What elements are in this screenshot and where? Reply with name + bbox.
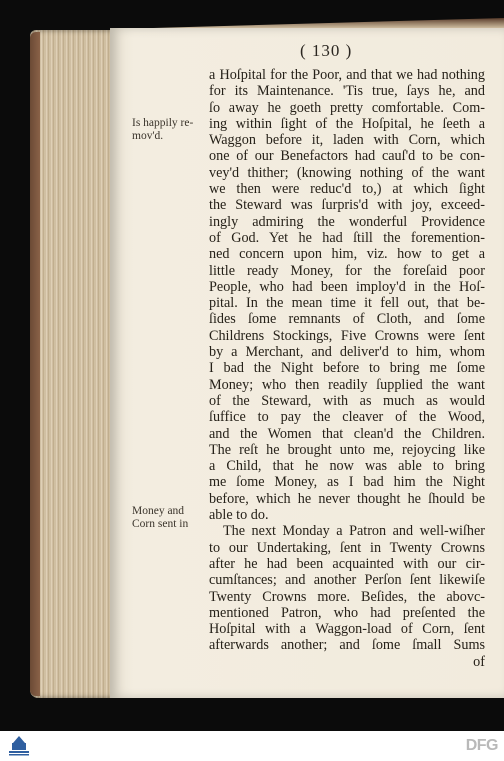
text-line: I bad the Night before to bring me ſome xyxy=(209,360,485,377)
text-line: afterwards another; and ſome ſmall Sums xyxy=(209,637,485,654)
text-line: Hoſpital with a Waggon-load of Corn, ſent xyxy=(209,621,485,638)
text-line: of xyxy=(473,653,485,670)
text-line: vey'd thither; (knowing nothing of the want xyxy=(209,164,485,181)
text-line: Twenty Crowns more. Beſides, the abovc- xyxy=(209,588,485,605)
text-line: pital. In the mean time it fell out, that be- xyxy=(209,295,485,312)
text-line: ſides ſome remnants of Cloth, and ſome xyxy=(209,311,485,328)
margin-note-3: Money and xyxy=(132,505,185,517)
text-line: ſuffice to pay the cleaver of the Wood, xyxy=(209,409,485,426)
text-line: mentioned Patron, who had preſented the xyxy=(209,604,485,621)
text-line: Waggon before it, laden with Corn, which xyxy=(209,132,485,149)
text-line: me ſome Money, as I bad him the Night xyxy=(209,474,485,491)
text-line: little ready Money, for the foreſaid poor xyxy=(209,262,485,279)
text-line: we then were reduc'd to,) at which ſight xyxy=(209,181,485,198)
text-line: ned concern upon him, viz. how to get a xyxy=(209,246,485,263)
text-line: People, who had been imploy'd in the Hoſ- xyxy=(209,278,485,295)
text-line: ſo away he goeth pretty comfortable. Com- xyxy=(209,99,485,116)
text-line: after he had been acquainted with our cir- xyxy=(209,555,485,572)
text-line: ing within ſight of the Hoſpital, he ſeeth a xyxy=(209,115,485,132)
text-line: The reſt he brought unto me, rejoycing like xyxy=(209,441,485,458)
text-line: and the Women that clean'd the Children. xyxy=(209,425,485,442)
text-line: able to do. xyxy=(209,507,269,524)
text-line: The next Monday a Patron and well-wiſher xyxy=(223,523,485,540)
text-line: before, which he never thought he ſhould be xyxy=(209,490,485,507)
text-line: to our Undertaking, ſent in Twenty Crowns xyxy=(209,539,485,556)
text-line: Childrens Stockings, Five Crowns were ſent xyxy=(209,327,485,344)
body-text xyxy=(209,67,485,670)
text-line: a Child, that he now was able to bring xyxy=(209,458,485,475)
viewer-footer xyxy=(0,731,504,761)
margin-note-1: Is happily re- xyxy=(132,117,194,129)
margin-note-2: mov'd. xyxy=(132,130,164,142)
margin-note-4: Corn sent in xyxy=(132,518,189,530)
text-line: by a Merchant, and deliver'd to him, whom xyxy=(209,344,485,361)
text-line: cumſtances; and another Perſon ſent likewiſe xyxy=(209,572,485,589)
library-seal-icon xyxy=(6,734,32,758)
book-cover-edge xyxy=(30,32,40,696)
text-line: Money; who then readily ſupplied the want xyxy=(209,376,485,393)
text-line: ingly admiring the wonderful Providence xyxy=(209,213,485,230)
text-line: the Steward was ſurpris'd with joy, exceed- xyxy=(209,197,485,214)
text-line: for its Maintenance. 'Tis true, ſays he, and xyxy=(209,83,485,100)
text-line: a Hoſpital for the Poor, and that we had nothing xyxy=(209,67,485,83)
text-line: one of our Benefactors had cauſ'd to be con- xyxy=(209,148,485,165)
dfg-logo: DFG xyxy=(465,737,498,754)
page-number-header: ( 130 ) xyxy=(300,41,353,60)
text-line: of the Steward, with as much as would xyxy=(209,392,485,409)
text-line: of God. Yet he had ſtill the foremention- xyxy=(209,229,485,246)
page-edges xyxy=(30,30,116,698)
